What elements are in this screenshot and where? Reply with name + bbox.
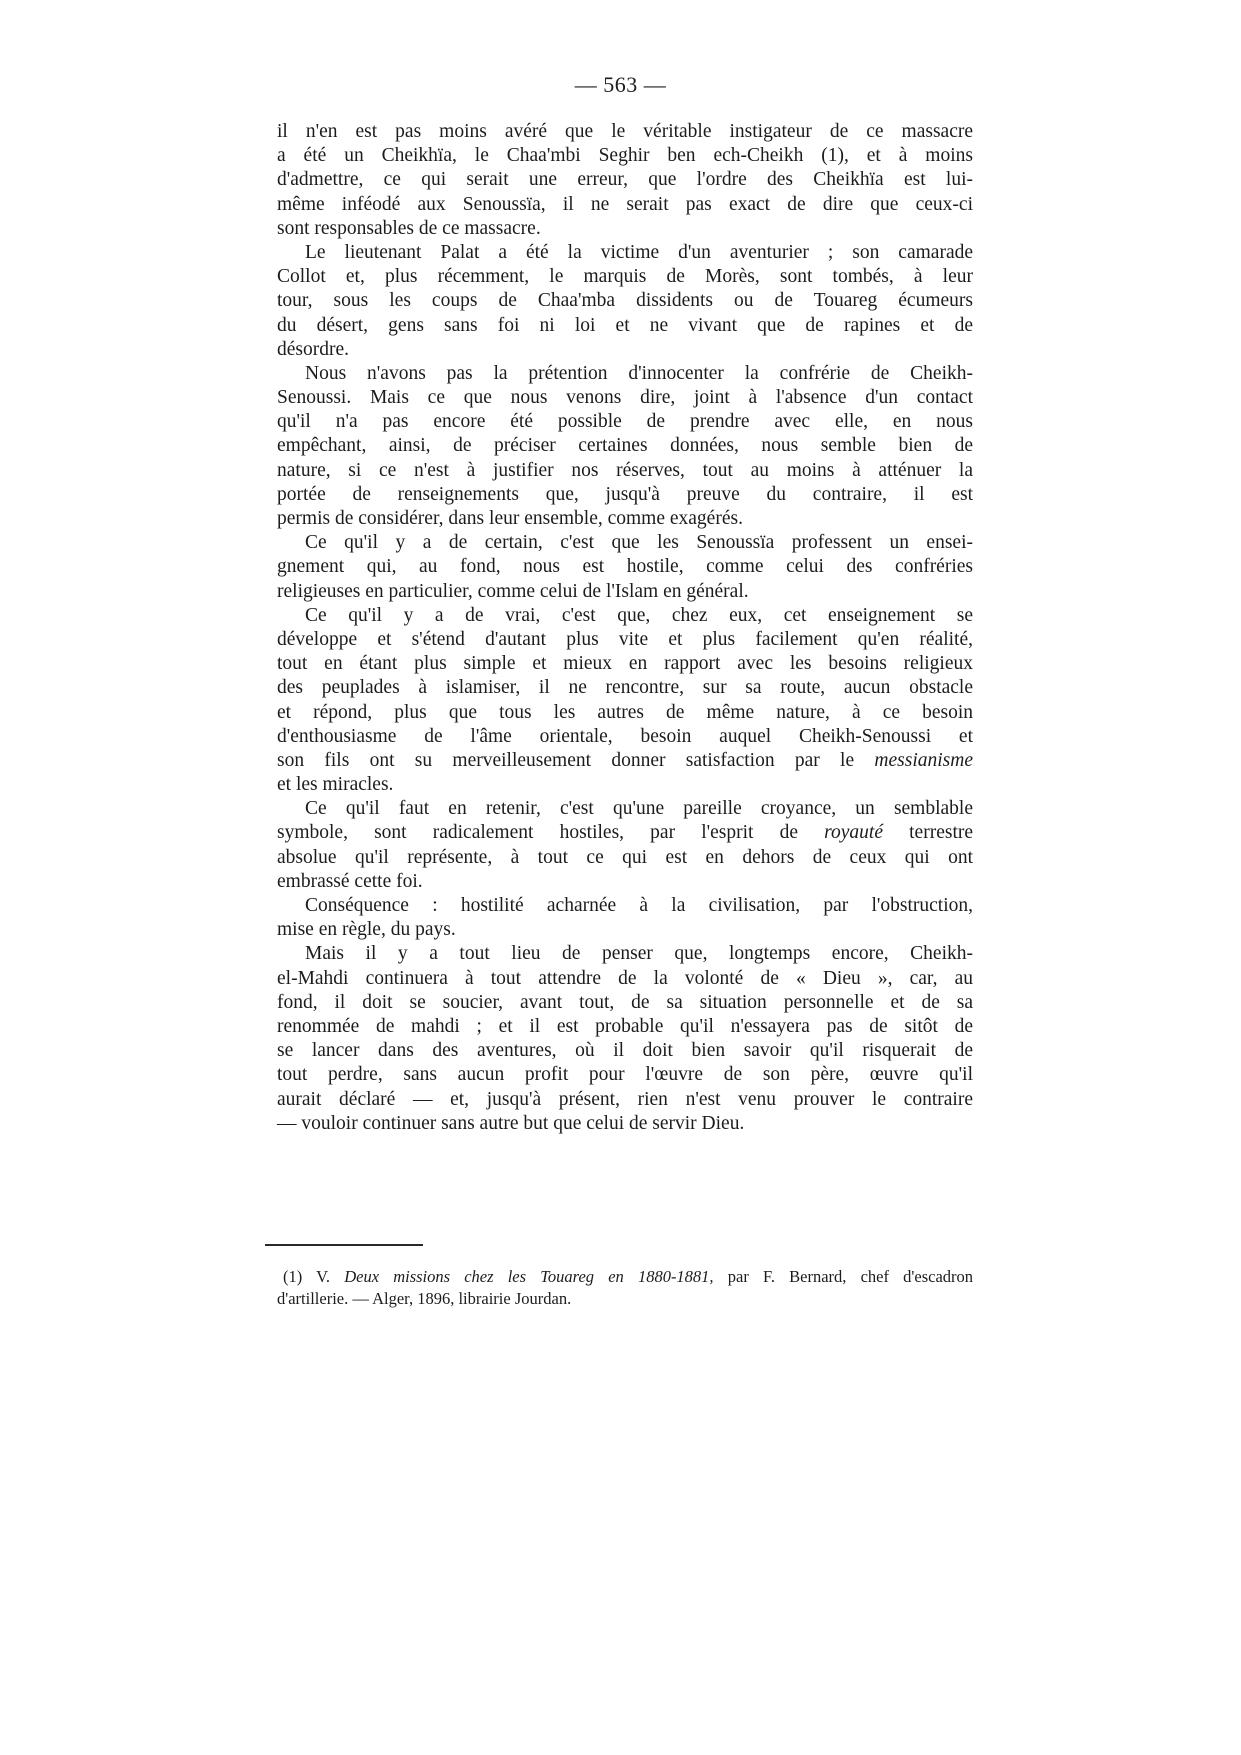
text-line-content: tout perdre, sans aucun profit pour l'œuvre de son père, œuvre qu'il xyxy=(277,1064,973,1086)
text-line xyxy=(277,193,973,217)
text-line xyxy=(277,1112,973,1136)
text-line xyxy=(277,120,973,144)
text-line-content: a été un Cheikhïa, le Chaa'mbi Seghir ben ech-Cheikh (1), et à moins xyxy=(277,145,973,167)
text-line xyxy=(277,168,973,192)
text-line-content: aurait déclaré — et, jusqu'à présent, rien n'est venu prouver le contraire xyxy=(277,1088,973,1110)
text-line xyxy=(277,265,973,289)
text-line-content: Senoussi. Mais ce que nous venons dire, joint à l'absence d'un contact xyxy=(277,387,973,409)
text-line xyxy=(277,628,973,652)
text-line-content: gnement qui, au fond, nous est hostile, comme celui des confréries xyxy=(277,556,973,578)
text-line xyxy=(277,459,973,483)
text-line xyxy=(277,1015,973,1039)
text-line xyxy=(277,338,973,362)
text-line-content: qu'il n'a pas encore été possible de prendre avec elle, en nous xyxy=(277,411,973,433)
text-line-content: désordre. xyxy=(277,338,350,360)
text-line-content: il n'en est pas moins avéré que le véritable instigateur de ce massacre xyxy=(277,121,973,142)
text-line-content: son fils ont su merveilleusement donner satisfaction par le xyxy=(277,749,855,771)
text-line-content: portée de renseignements que, jusqu'à preuve du contraire, il est xyxy=(277,483,973,505)
footnote-line-2: d'artillerie. — Alger, 1896, librairie Jourdan. xyxy=(277,1289,572,1308)
text-line-content: symbole, sont radicalement hostiles, par l'esprit de xyxy=(277,822,799,844)
text-line-content: nature, si ce n'est à justifier nos réserves, tout au moins à atténuer la xyxy=(277,459,973,481)
text-line-content: d'enthousiasme de l'âme orientale, besoin auquel Cheikh-Senoussi et xyxy=(277,725,973,747)
text-line-content: du désert, gens sans foi ni loi et ne vivant que de rapines et de xyxy=(277,314,973,336)
text-line-content: tout en étant plus simple et mieux en rapport avec les besoins religieux xyxy=(277,653,973,675)
text-line xyxy=(277,967,973,991)
text-line-content: développe et s'étend d'autant plus vite et plus facilement qu'en réalité, xyxy=(277,628,973,650)
text-line xyxy=(277,604,973,628)
text-line xyxy=(277,362,973,386)
text-line xyxy=(277,652,973,676)
text-line xyxy=(277,483,973,507)
text-line xyxy=(277,434,973,458)
footnote-title: Deux missions chez les Touareg en 1880-1881, xyxy=(344,1267,714,1286)
text-line xyxy=(277,1063,973,1087)
footnote-marker: (1) V. xyxy=(283,1267,331,1286)
text-line-content: se lancer dans des aventures, où il doit bien savoir qu'il risquerait de xyxy=(277,1040,973,1062)
text-line-content: fond, il doit se soucier, avant tout, de sa situation personnelle et de sa xyxy=(277,991,973,1013)
text-line-content: mise en règle, du pays. xyxy=(277,919,456,941)
text-line-content: Ce qu'il y a de certain, c'est que les Senoussïa professent un ensei- xyxy=(305,532,973,554)
italic-word: messianisme xyxy=(874,749,973,771)
text-line xyxy=(277,144,973,168)
text-line xyxy=(277,725,973,749)
text-line xyxy=(277,1088,973,1112)
text-line-content: el-Mahdi continuera à tout attendre de la volonté de « Dieu », car, au xyxy=(277,967,973,989)
text-line-content: d'admettre, ce qui serait une erreur, que l'ordre des Cheikhïa est lui- xyxy=(277,169,973,191)
text-line xyxy=(277,289,973,313)
text-line-content: absolue qu'il représente, à tout ce qui est en dehors de ceux qui ont xyxy=(277,846,973,868)
text-line-content: empêchant, ainsi, de préciser certaines données, nous semble bien de xyxy=(277,435,973,457)
text-line-content: Collot et, plus récemment, le marquis de Morès, sont tombés, à leur xyxy=(277,266,973,288)
text-line-content: — vouloir continuer sans autre but que celui de servir Dieu. xyxy=(277,1112,745,1134)
text-line-content: Mais il y a tout lieu de penser que, longtemps encore, Cheikh- xyxy=(305,943,973,965)
text-line xyxy=(277,410,973,434)
text-line xyxy=(277,749,973,773)
text-line-content: Ce qu'il y a de vrai, c'est que, chez eux, cet enseignement se xyxy=(305,604,973,626)
text-line xyxy=(277,991,973,1015)
footnote xyxy=(277,1266,973,1310)
body-text xyxy=(277,120,973,1136)
text-line-content: permis de considérer, dans leur ensemble, comme exagérés. xyxy=(277,508,743,529)
text-line xyxy=(277,386,973,410)
text-line-content: Conséquence : hostilité acharnée à la civilisation, par l'obstruction, xyxy=(305,895,973,916)
text-line-content: tour, sous les coups de Chaa'mba dissidents ou de Touareg écumeurs xyxy=(277,290,973,312)
text-line-content: des peuplades à islamiser, il ne rencontre, sur sa route, aucun obstacle xyxy=(277,677,973,699)
text-line-content: renommée de mahdi ; et il est probable qu'il n'essayera pas de sitôt de xyxy=(277,1015,973,1037)
text-line xyxy=(277,870,973,894)
text-line xyxy=(277,507,973,531)
text-line xyxy=(277,918,973,942)
text-line xyxy=(277,942,973,966)
text-line-content: sont responsables de ce massacre. xyxy=(277,217,541,239)
text-line xyxy=(277,1039,973,1063)
text-line xyxy=(277,773,973,797)
text-line xyxy=(277,531,973,555)
text-line-content: Nous n'avons pas la prétention d'innocenter la confrérie de Cheikh- xyxy=(305,362,973,384)
text-line-content: religieuses en particulier, comme celui de l'Islam en général. xyxy=(277,580,749,602)
text-line xyxy=(277,555,973,579)
text-line xyxy=(277,676,973,700)
text-line xyxy=(277,797,973,821)
text-line-content: embrassé cette foi. xyxy=(277,870,423,892)
footnote-line-1-rest: par F. Bernard, chef d'escadron xyxy=(727,1267,974,1286)
footnote-separator xyxy=(265,1244,423,1246)
text-line-content: et les miracles. xyxy=(277,774,394,796)
text-line-tail: terrestre xyxy=(909,822,974,844)
footnote-line-1 xyxy=(277,1266,973,1288)
text-line xyxy=(277,314,973,338)
text-line-content: Ce qu'il faut en retenir, c'est qu'une pareille croyance, un semblable xyxy=(305,798,973,820)
page-number: — 563 — xyxy=(574,72,667,97)
italic-word: royauté xyxy=(824,822,883,844)
text-line xyxy=(277,241,973,265)
text-line xyxy=(277,821,973,845)
text-line xyxy=(277,217,973,241)
text-line xyxy=(277,580,973,604)
text-line-content: Le lieutenant Palat a été la victime d'un aventurier ; son camarade xyxy=(305,241,973,263)
text-line xyxy=(277,894,973,918)
text-line-content: même inféodé aux Senoussïa, il ne serait pas exact de dire que ceux-ci xyxy=(277,193,973,215)
text-line xyxy=(277,701,973,725)
text-line-content: et répond, plus que tous les autres de même nature, à ce besoin xyxy=(277,701,973,723)
text-line xyxy=(277,846,973,870)
